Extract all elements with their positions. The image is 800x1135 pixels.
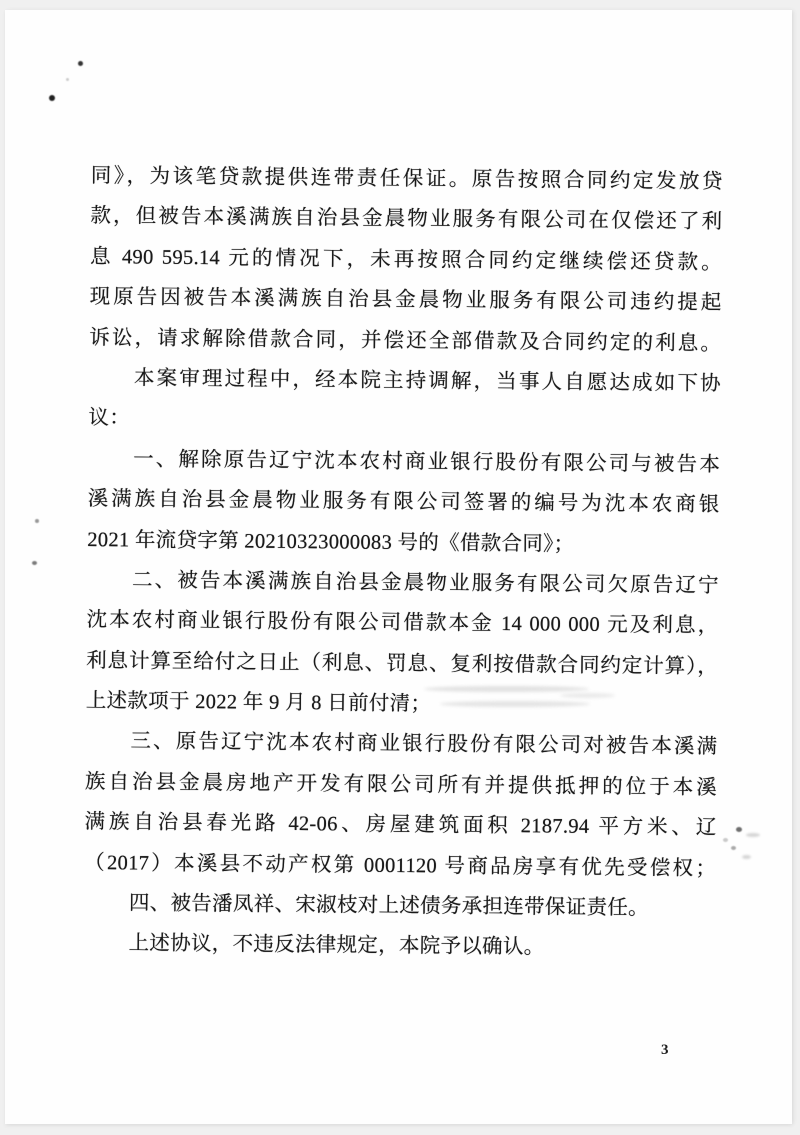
text-line: 2021 年流贷字第 20210323000083 号的《借款合同》；	[87, 528, 575, 556]
ink-speck	[736, 827, 742, 832]
ink-speck	[723, 838, 728, 842]
text-line: 溪满族自治县金晨物业服务有限公司签署的编号为沈本农商银	[87, 488, 720, 517]
text-line: 一、解除原告辽宁沈本农村商业银行股份有限公司与被告本	[133, 448, 721, 476]
ink-speck	[66, 78, 69, 81]
text-line: 利息计算至给付之日止（利息、罚息、复利按借款合同约定计算），	[86, 649, 719, 678]
ink-speck	[35, 519, 39, 523]
ink-speck	[32, 561, 37, 565]
page-number: 3	[661, 1042, 669, 1058]
document-page	[5, 10, 792, 1124]
text-line: 满族自治县春光路 42-06、房屋建筑面积 2187.94 平方米、辽	[84, 811, 717, 840]
ink-speck	[742, 855, 751, 859]
text-line: 二、被告本溪满族自治县金晨物业服务有限公司欠原告辽宁	[131, 569, 720, 597]
text-line: 诉讼，请求解除借款合同，并偿还全部借款及合同约定的利息。	[89, 326, 722, 355]
text-line: 现原告因被告本溪满族自治县金晨物业服务有限公司违约提起	[89, 286, 722, 315]
text-line: 族自治县金晨房地产开发有限公司所有并提供抵押的位于本溪	[84, 770, 718, 799]
ink-speck	[49, 95, 55, 101]
text-line: 息 490 595.14 元的情况下，未再按照合同约定继续偿还贷款。	[89, 245, 723, 274]
text-line: 本案审理过程中，经本院主持调解，当事人自愿达成如下协	[133, 367, 721, 396]
ink-speck	[746, 833, 760, 837]
text-line: 同》，为该笔贷款提供连带责任保证。原告按照合同约定发放贷	[90, 164, 723, 194]
ink-speck	[78, 61, 83, 66]
text-line: 上述款项于 2022 年 9 月 8 日前付清；	[85, 690, 432, 716]
text-line: （2017）本溪县不动产权第 0001120 号商品房享有优先受偿权；	[84, 851, 717, 880]
ink-speck	[731, 846, 736, 850]
text-line: 三、原告辽宁沈本农村商业银行股份有限公司对被告本溪满	[130, 730, 718, 759]
text-line: 议：	[88, 407, 131, 430]
text-line: 上述协议，不违反法律规定，本院予以确认。	[128, 932, 545, 959]
text-line: 款，但被告本溪满族自治县金晨物业服务有限公司在仅偿还了利	[90, 205, 723, 234]
document-body	[83, 156, 723, 970]
text-line: 沈本农村商业银行股份有限公司借款本金 14 000 000 元及利息，	[86, 609, 719, 638]
text-line: 四、被告潘凤祥、宋淑枝对上述债务承担连带保证责任。	[128, 892, 650, 920]
